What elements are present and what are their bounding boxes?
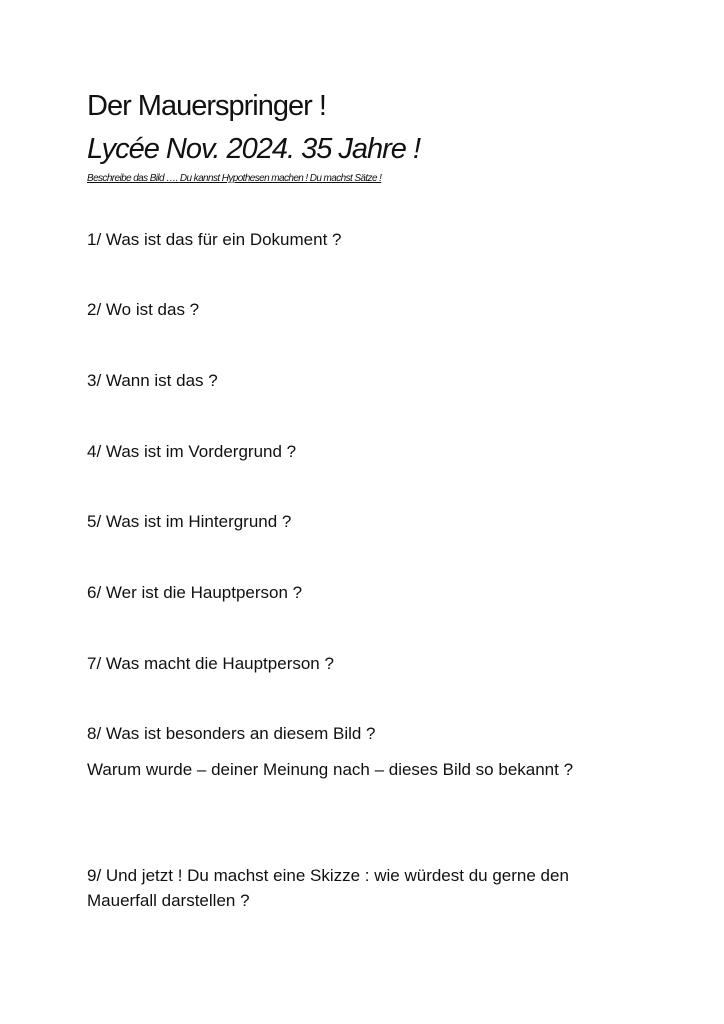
question-8-followup: Warum wurde – deiner Meinung nach – dieses Bild so bekannt ? bbox=[87, 760, 574, 779]
instruction-text: Beschreibe das Bild …. Du kannst Hypothesen machen ! Du machst Sätze ! bbox=[87, 173, 382, 184]
question-1: 1/ Was ist das für ein Dokument ? bbox=[87, 230, 342, 249]
question-5: 5/ Was ist im Hintergrund ? bbox=[87, 512, 292, 531]
question-8: 8/ Was ist besonders an diesem Bild ? bbox=[87, 724, 376, 743]
question-3: 3/ Wann ist das ? bbox=[87, 371, 218, 390]
question-9: 9/ Und jetzt ! Du machst eine Skizze : wie würdest du gerne den Mauerfall darstellen ? bbox=[87, 866, 569, 910]
question-2: 2/ Wo ist das ? bbox=[87, 300, 200, 319]
question-6: 6/ Wer ist die Hauptperson ? bbox=[87, 583, 303, 602]
question-7: 7/ Was macht die Hauptperson ? bbox=[87, 654, 334, 673]
document-title: Der Mauerspringer ! bbox=[87, 90, 326, 122]
question-4: 4/ Was ist im Vordergrund ? bbox=[87, 442, 297, 461]
document-subtitle: Lycée Nov. 2024. 35 Jahre ! bbox=[87, 133, 421, 165]
